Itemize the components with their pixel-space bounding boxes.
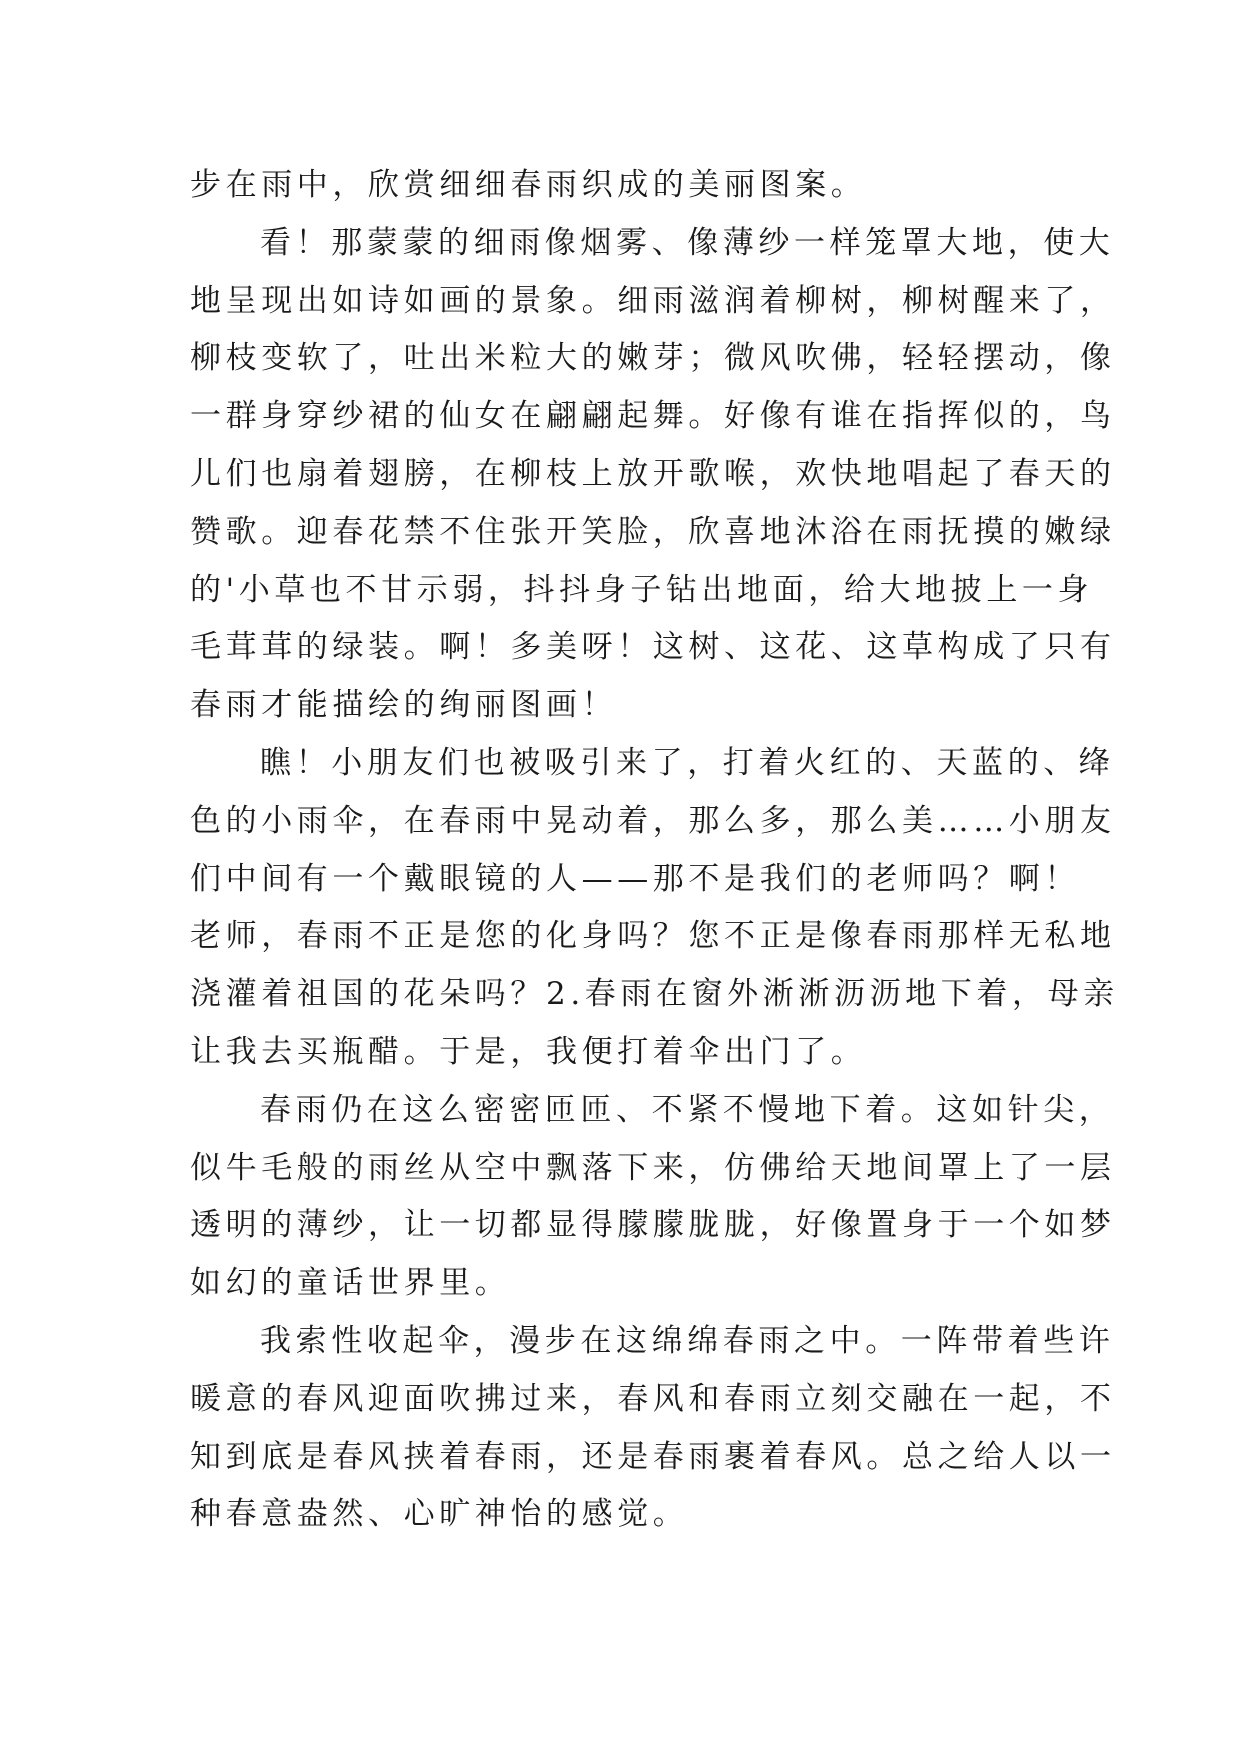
text-line: 透明的薄纱，让一切都显得朦朦胧胧，好像置身于一个如梦 xyxy=(190,1207,1116,1244)
text-line: 们中间有一个戴眼镜的人——那不是我们的老师吗？啊！ xyxy=(190,860,1080,897)
text-line: 老师，春雨不正是您的化身吗？您不正是像春雨那样无私地 xyxy=(190,918,1116,955)
text-line: 瞧！小朋友们也被吸引来了，打着火红的、天蓝的、绛 xyxy=(260,744,1115,781)
text-line: 儿们也扇着翅膀，在柳枝上放开歌喉，欢快地唱起了春天的 xyxy=(190,455,1116,492)
text-line: 春雨仍在这么密密匝匝、不紧不慢地下着。这如针尖， xyxy=(260,1091,1115,1128)
text-line: 如幻的童话世界里。 xyxy=(190,1265,511,1302)
text-line: 步在雨中，欣赏细细春雨织成的美丽图案。 xyxy=(190,167,867,203)
text-line: 暖意的春风迎面吹拂过来，春风和春雨立刻交融在一起，不 xyxy=(190,1380,1116,1417)
text-line: 色的小雨伞，在春雨中晃动着，那么多，那么美……小朋友 xyxy=(190,802,1116,839)
text-line: 浇灌着祖国的花朵吗？2.春雨在窗外淅淅沥沥地下着，母亲 xyxy=(190,976,1119,1013)
text-line: 让我去买瓶醋。于是，我便打着伞出门了。 xyxy=(190,1033,867,1070)
text-line: 一群身穿纱裙的仙女在翩翩起舞。好像有谁在指挥似的，鸟 xyxy=(190,398,1116,435)
text-line: 春雨才能描绘的绚丽图画！ xyxy=(190,687,618,724)
text-line: 我索性收起伞，漫步在这绵绵春雨之中。一阵带着些许 xyxy=(260,1322,1115,1359)
text-line: 看！那蒙蒙的细雨像烟雾、像薄纱一样笼罩大地，使大 xyxy=(260,224,1115,261)
text-line: 地呈现出如诗如画的景象。细雨滋润着柳树，柳树醒来了， xyxy=(190,282,1116,319)
text-line: 种春意盎然、心旷神怡的感觉。 xyxy=(190,1496,689,1533)
text-line: 知到底是春风挟着春雨，还是春雨裹着春风。总之给人以一 xyxy=(190,1438,1116,1475)
text-line: 毛茸茸的绿装。啊！多美呀！这树、这花、这草构成了只有 xyxy=(190,629,1116,666)
text-line: 似牛毛般的雨丝从空中飘落下来，仿佛给天地间罩上了一层 xyxy=(190,1149,1116,1186)
text-line: 柳枝变软了，吐出米粒大的嫩芽；微风吹佛，轻轻摆动，像 xyxy=(190,340,1116,377)
essay-body xyxy=(190,157,1119,1544)
text-line: 的'小草也不甘示弱，抖抖身子钻出地面，给大地披上一身 xyxy=(190,571,1094,608)
text-line: 赞歌。迎春花禁不住张开笑脸，欣喜地沐浴在雨抚摸的嫩绿 xyxy=(190,513,1116,550)
